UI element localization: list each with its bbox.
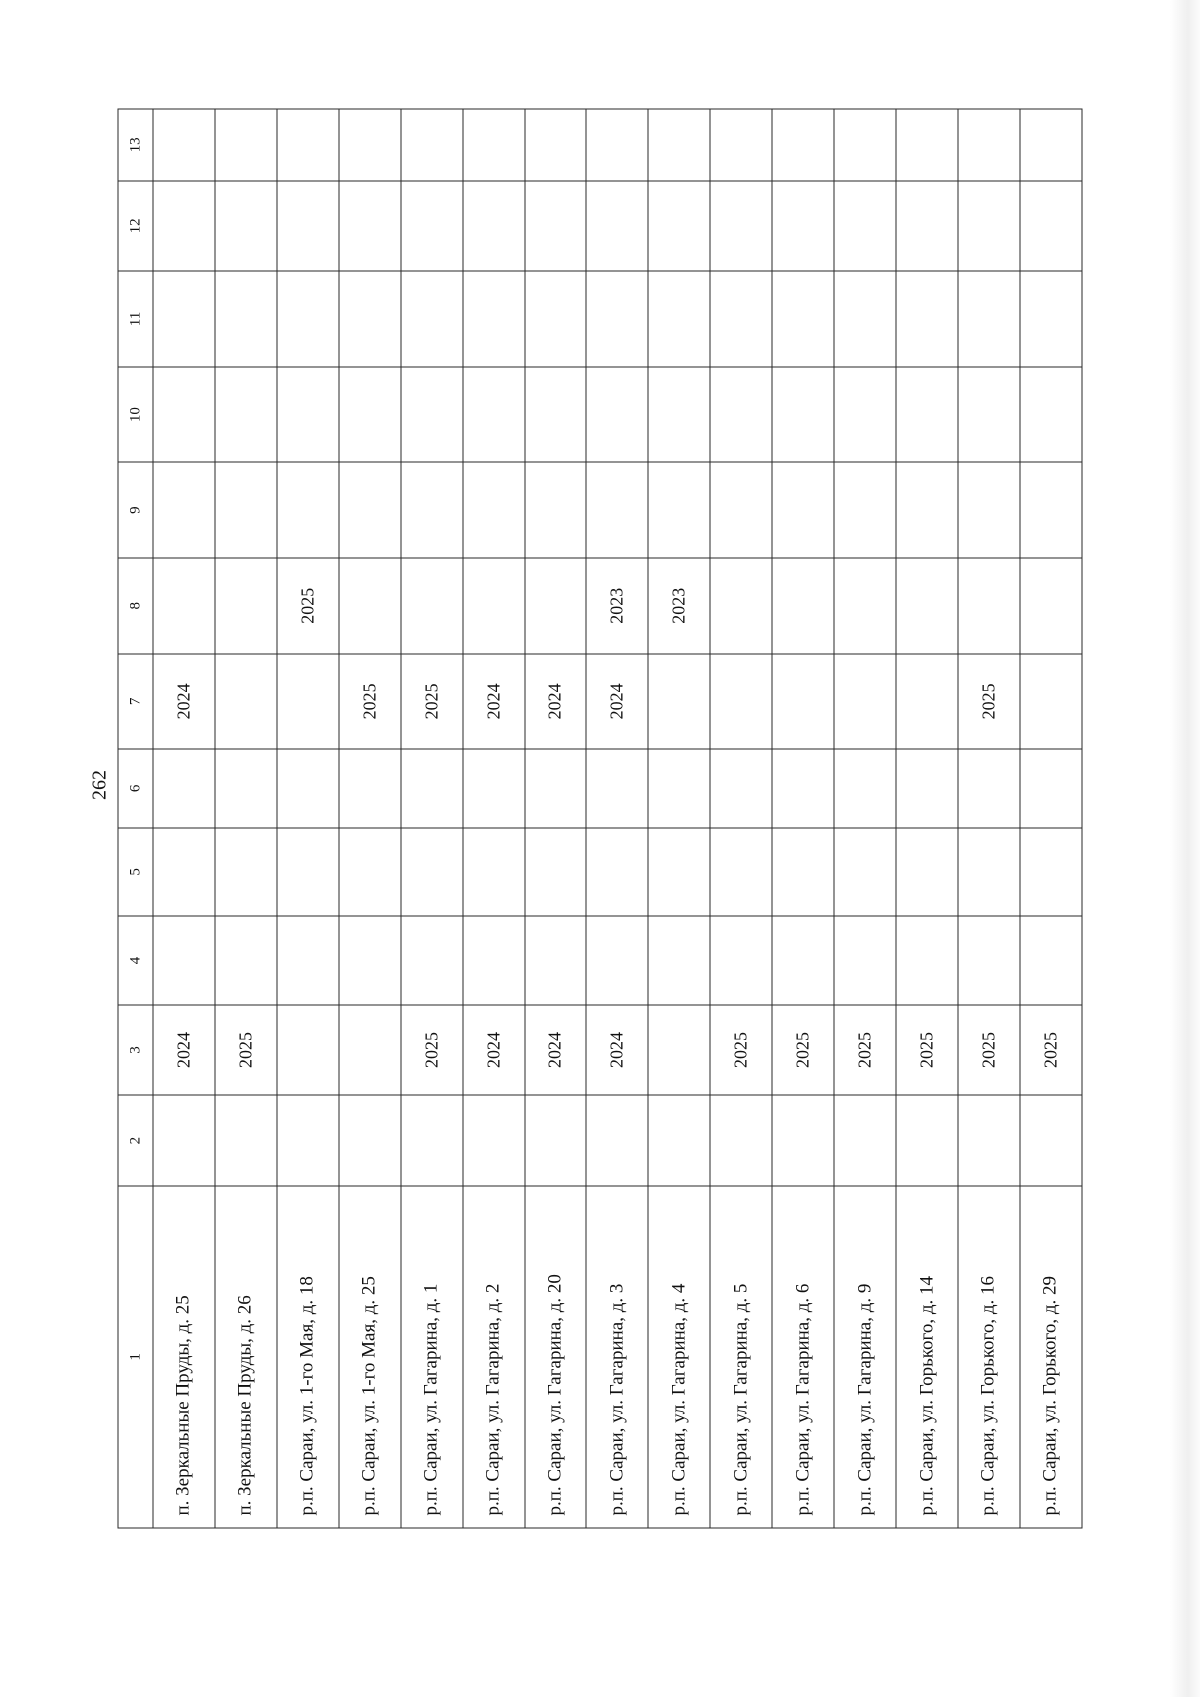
header-row <box>118 109 153 1528</box>
table-row <box>1020 109 1082 1528</box>
year-cell-col-5 <box>772 827 834 916</box>
year-cell-col-9 <box>834 462 896 558</box>
year-cell-col-2 <box>463 1095 525 1186</box>
year-cell-col-8 <box>401 557 463 653</box>
year-cell-col-11 <box>153 271 215 367</box>
year-cell-col-9 <box>710 462 772 558</box>
column-header: 1 <box>118 1185 153 1527</box>
year-cell-col-8 <box>153 557 215 653</box>
year-cell-col-11 <box>896 271 958 367</box>
address-cell: р.п. Сараи, ул. 1-го Мая, д. 25 <box>339 1185 401 1527</box>
year-cell-col-8 <box>834 557 896 653</box>
year-cell-col-13 <box>834 109 896 181</box>
year-cell-col-13 <box>525 109 587 181</box>
address-cell: р.п. Сараи, ул. Горького, д. 16 <box>958 1185 1020 1527</box>
year-cell-col-2 <box>339 1095 401 1186</box>
year-cell-col-3: 2025 <box>401 1004 463 1095</box>
year-cell-col-12 <box>401 180 463 271</box>
year-cell-col-11 <box>586 271 648 367</box>
year-cell-col-12 <box>958 180 1020 271</box>
year-cell-col-8 <box>463 557 525 653</box>
year-cell-col-11 <box>401 271 463 367</box>
year-cell-col-6 <box>339 749 401 827</box>
year-cell-col-5 <box>1020 827 1082 916</box>
year-cell-col-11 <box>1020 271 1082 367</box>
year-cell-col-13 <box>1020 109 1082 181</box>
year-cell-col-4 <box>215 916 277 1005</box>
year-cell-col-10 <box>463 366 525 462</box>
year-cell-col-2 <box>710 1095 772 1186</box>
scan-edge <box>1170 0 1200 1697</box>
year-cell-col-13 <box>215 109 277 181</box>
year-cell-col-12 <box>215 180 277 271</box>
column-header: 6 <box>118 749 153 827</box>
year-cell-col-9 <box>1020 462 1082 558</box>
year-cell-col-8 <box>958 557 1020 653</box>
year-cell-col-8 <box>1020 557 1082 653</box>
year-cell-col-2 <box>1020 1095 1082 1186</box>
year-cell-col-4 <box>153 916 215 1005</box>
year-cell-col-7 <box>834 653 896 749</box>
year-cell-col-6 <box>1020 749 1082 827</box>
year-cell-col-4 <box>648 916 710 1005</box>
year-cell-col-11 <box>525 271 587 367</box>
address-cell: р.п. Сараи, ул. Гагарина, д. 9 <box>834 1185 896 1527</box>
column-header: 12 <box>118 180 153 271</box>
year-cell-col-11 <box>339 271 401 367</box>
year-cell-col-5 <box>958 827 1020 916</box>
year-cell-col-2 <box>153 1095 215 1186</box>
year-cell-col-11 <box>215 271 277 367</box>
year-cell-col-3: 2025 <box>834 1004 896 1095</box>
table-row <box>896 109 958 1528</box>
year-cell-col-7: 2024 <box>153 653 215 749</box>
year-cell-col-13 <box>772 109 834 181</box>
year-cell-col-11 <box>277 271 339 367</box>
year-cell-col-9 <box>463 462 525 558</box>
year-cell-col-6 <box>277 749 339 827</box>
column-header: 2 <box>118 1095 153 1186</box>
year-cell-col-4 <box>586 916 648 1005</box>
year-cell-col-10 <box>401 366 463 462</box>
year-cell-col-5 <box>401 827 463 916</box>
year-cell-col-6 <box>401 749 463 827</box>
year-cell-col-8: 2025 <box>277 557 339 653</box>
year-cell-col-11 <box>710 271 772 367</box>
year-cell-col-13 <box>463 109 525 181</box>
year-cell-col-2 <box>215 1095 277 1186</box>
year-cell-col-10 <box>648 366 710 462</box>
table-body <box>153 109 1082 1528</box>
year-cell-col-6 <box>896 749 958 827</box>
year-cell-col-10 <box>215 366 277 462</box>
table-row <box>586 109 648 1528</box>
year-cell-col-8: 2023 <box>586 557 648 653</box>
address-cell: р.п. Сараи, ул. Гагарина, д. 1 <box>401 1185 463 1527</box>
address-cell: р.п. Сараи, ул. Гагарина, д. 4 <box>648 1185 710 1527</box>
column-header: 4 <box>118 916 153 1005</box>
year-cell-col-3: 2025 <box>710 1004 772 1095</box>
table-row <box>153 109 215 1528</box>
year-cell-col-9 <box>772 462 834 558</box>
table-row <box>401 109 463 1528</box>
year-cell-col-6 <box>710 749 772 827</box>
year-cell-col-3: 2024 <box>463 1004 525 1095</box>
year-cell-col-4 <box>772 916 834 1005</box>
year-cell-col-8 <box>215 557 277 653</box>
year-cell-col-13 <box>710 109 772 181</box>
address-cell: п. Зеркальные Пруды, д. 26 <box>215 1185 277 1527</box>
year-cell-col-13 <box>153 109 215 181</box>
column-header: 10 <box>118 366 153 462</box>
address-cell: р.п. Сараи, ул. Гагарина, д. 20 <box>525 1185 587 1527</box>
year-cell-col-5 <box>525 827 587 916</box>
table-row <box>958 109 1020 1528</box>
year-cell-col-7: 2024 <box>463 653 525 749</box>
year-cell-col-7: 2024 <box>525 653 587 749</box>
year-cell-col-7 <box>1020 653 1082 749</box>
table-row <box>834 109 896 1528</box>
address-cell: р.п. Сараи, ул. Гагарина, д. 6 <box>772 1185 834 1527</box>
schedule-table <box>118 108 1083 1528</box>
year-cell-col-4 <box>834 916 896 1005</box>
year-cell-col-8 <box>525 557 587 653</box>
year-cell-col-3 <box>277 1004 339 1095</box>
table-row <box>215 109 277 1528</box>
year-cell-col-8: 2023 <box>648 557 710 653</box>
address-cell: р.п. Сараи, ул. Горького, д. 14 <box>896 1185 958 1527</box>
year-cell-col-9 <box>401 462 463 558</box>
address-cell: р.п. Сараи, ул. Горького, д. 29 <box>1020 1185 1082 1527</box>
year-cell-col-3: 2024 <box>525 1004 587 1095</box>
year-cell-col-12 <box>772 180 834 271</box>
year-cell-col-3 <box>648 1004 710 1095</box>
address-cell: р.п. Сараи, ул. Гагарина, д. 3 <box>586 1185 648 1527</box>
year-cell-col-12 <box>710 180 772 271</box>
year-cell-col-2 <box>648 1095 710 1186</box>
year-cell-col-8 <box>710 557 772 653</box>
table-row <box>463 109 525 1528</box>
year-cell-col-13 <box>896 109 958 181</box>
column-header: 5 <box>118 827 153 916</box>
year-cell-col-13 <box>648 109 710 181</box>
year-cell-col-5 <box>277 827 339 916</box>
year-cell-col-12 <box>277 180 339 271</box>
year-cell-col-13 <box>401 109 463 181</box>
year-cell-col-9 <box>958 462 1020 558</box>
year-cell-col-3: 2025 <box>958 1004 1020 1095</box>
year-cell-col-10 <box>153 366 215 462</box>
year-cell-col-10 <box>834 366 896 462</box>
year-cell-col-5 <box>153 827 215 916</box>
year-cell-col-9 <box>339 462 401 558</box>
year-cell-col-9 <box>586 462 648 558</box>
year-cell-col-5 <box>648 827 710 916</box>
column-header: 7 <box>118 653 153 749</box>
year-cell-col-10 <box>896 366 958 462</box>
year-cell-col-3: 2024 <box>586 1004 648 1095</box>
year-cell-col-9 <box>896 462 958 558</box>
year-cell-col-7: 2025 <box>401 653 463 749</box>
column-header: 8 <box>118 557 153 653</box>
year-cell-col-10 <box>1020 366 1082 462</box>
column-header: 9 <box>118 462 153 558</box>
year-cell-col-3: 2025 <box>1020 1004 1082 1095</box>
year-cell-col-13 <box>277 109 339 181</box>
year-cell-col-12 <box>586 180 648 271</box>
year-cell-col-11 <box>463 271 525 367</box>
year-cell-col-7 <box>277 653 339 749</box>
table-row <box>772 109 834 1528</box>
year-cell-col-11 <box>834 271 896 367</box>
year-cell-col-12 <box>463 180 525 271</box>
year-cell-col-5 <box>710 827 772 916</box>
year-cell-col-4 <box>401 916 463 1005</box>
year-cell-col-2 <box>401 1095 463 1186</box>
year-cell-col-12 <box>525 180 587 271</box>
page-number: 262 <box>88 770 111 800</box>
year-cell-col-7: 2025 <box>339 653 401 749</box>
year-cell-col-9 <box>648 462 710 558</box>
table-row <box>648 109 710 1528</box>
year-cell-col-5 <box>586 827 648 916</box>
year-cell-col-4 <box>896 916 958 1005</box>
year-cell-col-13 <box>339 109 401 181</box>
year-cell-col-4 <box>463 916 525 1005</box>
table-row <box>710 109 772 1528</box>
year-cell-col-8 <box>896 557 958 653</box>
year-cell-col-10 <box>339 366 401 462</box>
year-cell-col-12 <box>339 180 401 271</box>
year-cell-col-10 <box>958 366 1020 462</box>
year-cell-col-9 <box>525 462 587 558</box>
year-cell-col-12 <box>648 180 710 271</box>
year-cell-col-5 <box>339 827 401 916</box>
column-header: 13 <box>118 109 153 181</box>
address-cell: п. Зеркальные Пруды, д. 25 <box>153 1185 215 1527</box>
year-cell-col-3 <box>339 1004 401 1095</box>
year-cell-col-5 <box>463 827 525 916</box>
address-cell: р.п. Сараи, ул. Гагарина, д. 5 <box>710 1185 772 1527</box>
year-cell-col-10 <box>586 366 648 462</box>
year-cell-col-2 <box>834 1095 896 1186</box>
year-cell-col-4 <box>525 916 587 1005</box>
year-cell-col-7 <box>710 653 772 749</box>
year-cell-col-6 <box>215 749 277 827</box>
year-cell-col-10 <box>277 366 339 462</box>
year-cell-col-10 <box>772 366 834 462</box>
year-cell-col-8 <box>339 557 401 653</box>
year-cell-col-5 <box>215 827 277 916</box>
year-cell-col-2 <box>958 1095 1020 1186</box>
year-cell-col-3: 2025 <box>772 1004 834 1095</box>
year-cell-col-2 <box>586 1095 648 1186</box>
year-cell-col-6 <box>772 749 834 827</box>
year-cell-col-4 <box>958 916 1020 1005</box>
year-cell-col-4 <box>710 916 772 1005</box>
year-cell-col-13 <box>958 109 1020 181</box>
year-cell-col-6 <box>586 749 648 827</box>
year-cell-col-2 <box>896 1095 958 1186</box>
year-cell-col-9 <box>215 462 277 558</box>
table-row <box>339 109 401 1528</box>
year-cell-col-4 <box>339 916 401 1005</box>
year-cell-col-10 <box>710 366 772 462</box>
year-cell-col-7 <box>772 653 834 749</box>
year-cell-col-11 <box>648 271 710 367</box>
year-cell-col-4 <box>277 916 339 1005</box>
table-row <box>277 109 339 1528</box>
address-cell: р.п. Сараи, ул. Гагарина, д. 2 <box>463 1185 525 1527</box>
column-header: 11 <box>118 271 153 367</box>
address-cell: р.п. Сараи, ул. 1-го Мая, д. 18 <box>277 1185 339 1527</box>
year-cell-col-12 <box>153 180 215 271</box>
year-cell-col-3: 2024 <box>153 1004 215 1095</box>
year-cell-col-2 <box>525 1095 587 1186</box>
year-cell-col-7 <box>215 653 277 749</box>
year-cell-col-9 <box>153 462 215 558</box>
table-row <box>525 109 587 1528</box>
year-cell-col-5 <box>896 827 958 916</box>
year-cell-col-12 <box>1020 180 1082 271</box>
year-cell-col-6 <box>525 749 587 827</box>
year-cell-col-12 <box>834 180 896 271</box>
year-cell-col-3: 2025 <box>215 1004 277 1095</box>
year-cell-col-2 <box>277 1095 339 1186</box>
year-cell-col-6 <box>463 749 525 827</box>
year-cell-col-5 <box>834 827 896 916</box>
year-cell-col-3: 2025 <box>896 1004 958 1095</box>
year-cell-col-9 <box>277 462 339 558</box>
column-header: 3 <box>118 1004 153 1095</box>
year-cell-col-4 <box>1020 916 1082 1005</box>
year-cell-col-2 <box>772 1095 834 1186</box>
year-cell-col-8 <box>772 557 834 653</box>
year-cell-col-6 <box>648 749 710 827</box>
year-cell-col-12 <box>896 180 958 271</box>
year-cell-col-7 <box>896 653 958 749</box>
table-container <box>118 108 1083 1528</box>
year-cell-col-6 <box>834 749 896 827</box>
year-cell-col-7: 2024 <box>586 653 648 749</box>
year-cell-col-11 <box>958 271 1020 367</box>
year-cell-col-10 <box>525 366 587 462</box>
year-cell-col-6 <box>153 749 215 827</box>
year-cell-col-7: 2025 <box>958 653 1020 749</box>
year-cell-col-13 <box>586 109 648 181</box>
year-cell-col-7 <box>648 653 710 749</box>
year-cell-col-6 <box>958 749 1020 827</box>
year-cell-col-11 <box>772 271 834 367</box>
